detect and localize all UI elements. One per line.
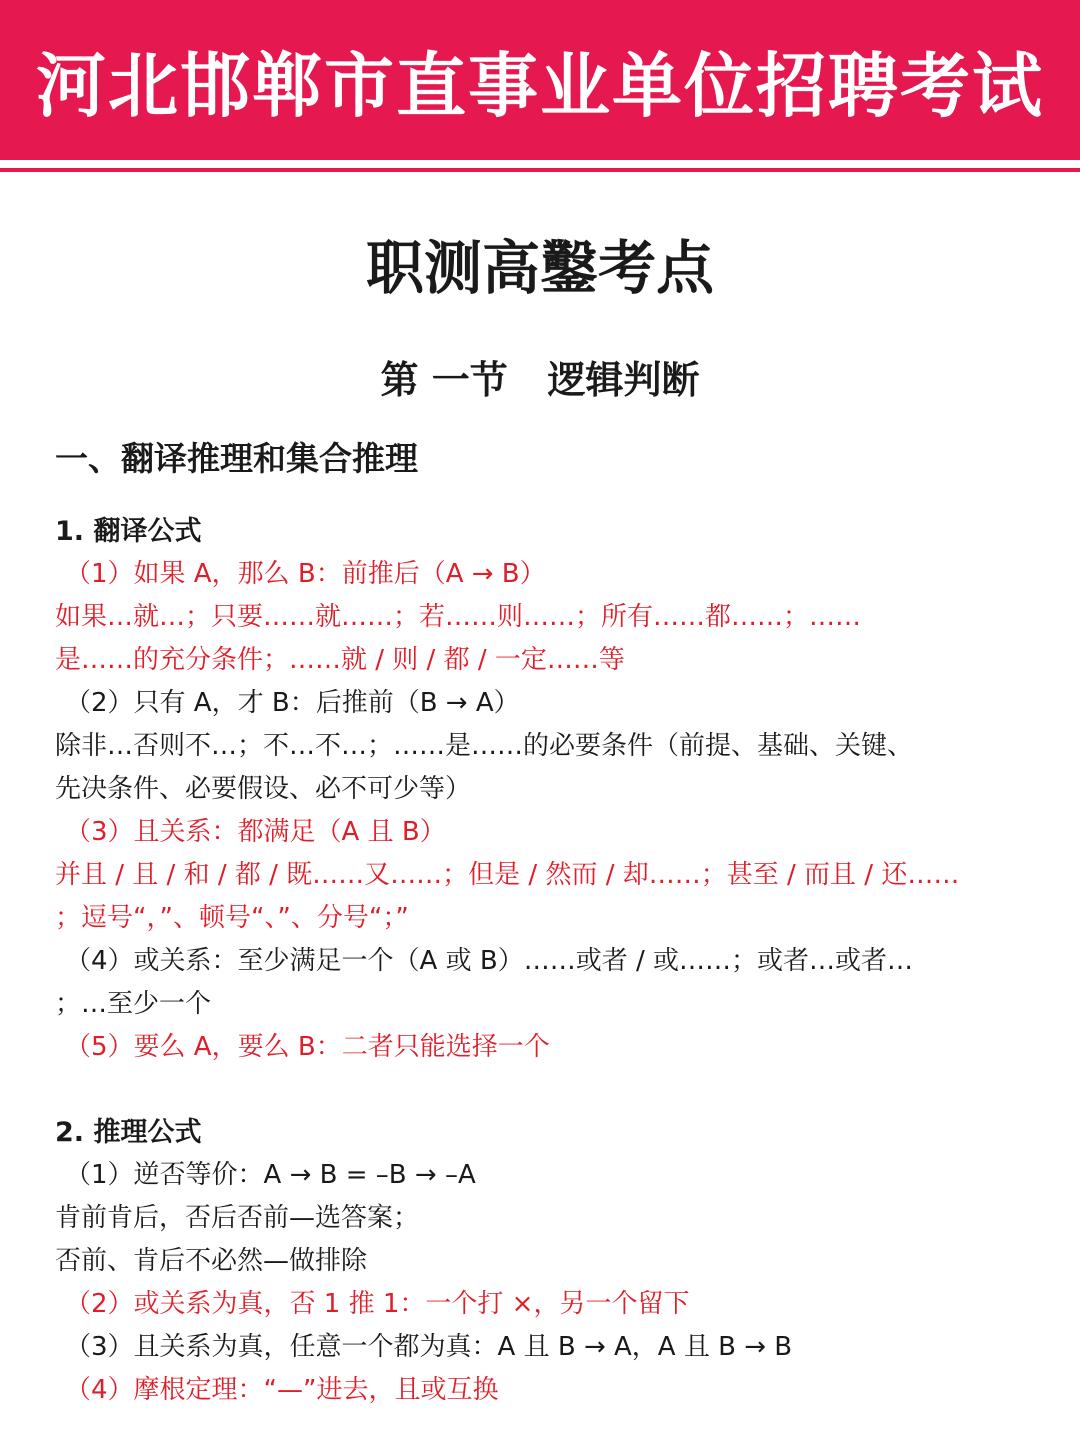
- rule-line: 先决条件、必要假设、必不可少等）: [55, 774, 472, 804]
- rule-line: ；逗号“，”、顿号“、”、分号“；”: [55, 903, 409, 933]
- rule-line: （3）且关系：都满足（A 且 B）: [65, 817, 446, 847]
- topic-heading: 一、翻译推理和集合推理: [55, 439, 418, 478]
- header-banner: [0, 0, 1080, 160]
- banner-title: 河北邯郸市直事业单位招聘考试: [36, 44, 1044, 127]
- rule-line: 肯前肯后，否后否前—选答案；: [55, 1203, 420, 1233]
- part1-lines: [55, 553, 1045, 1069]
- rule-line: （3）且关系为真，任意一个都为真：A 且 B → A，A 且 B → B: [65, 1332, 793, 1362]
- rule-line: 否前、肯后不必然—做排除: [55, 1246, 368, 1276]
- rule-line: 并且 / 且 / 和 / 都 / 既……又……；但是 / 然而 / 却……；甚至 / 而且 / 还……: [55, 860, 960, 890]
- rule-line: （5）要么 A，要么 B：二者只能选择一个: [65, 1032, 550, 1062]
- rule-line: （1）逆否等价：A → B = –B → –A: [65, 1160, 476, 1190]
- part2-title: 2. 推理公式: [55, 1117, 202, 1148]
- rule-line: （1）如果 A，那么 B：前推后（A → B）: [65, 559, 546, 589]
- document-title: 职测高鑿考点: [365, 234, 714, 302]
- rule-line: （2）或关系为真，否 1 推 1：一个打 ×，另一个留下: [65, 1289, 690, 1319]
- section-title: 第 一节 逻辑判断: [380, 358, 700, 402]
- part1-title: 1. 翻译公式: [55, 516, 202, 547]
- rule-line: （2）只有 A，才 B：后推前（B → A）: [65, 688, 520, 718]
- rule-line: 如果…就…；只要……就……；若……则……；所有……都……；……: [55, 602, 862, 632]
- banner-divider: [0, 168, 1080, 172]
- part2-lines: [55, 1154, 1045, 1412]
- rule-line: （4）或关系：至少满足一个（A 或 B）……或者 / 或……；或者…或者…: [65, 946, 913, 976]
- rule-line: 除非…否则不…；不…不…；……是……的必要条件（前提、基础、关键、: [55, 731, 914, 761]
- rule-line: （4）摩根定理：“—”进去，且或互换: [65, 1375, 499, 1405]
- rule-line: ；…至少一个: [55, 989, 212, 1019]
- rule-line: 是……的充分条件；……就 / 则 / 都 / 一定……等: [55, 645, 625, 675]
